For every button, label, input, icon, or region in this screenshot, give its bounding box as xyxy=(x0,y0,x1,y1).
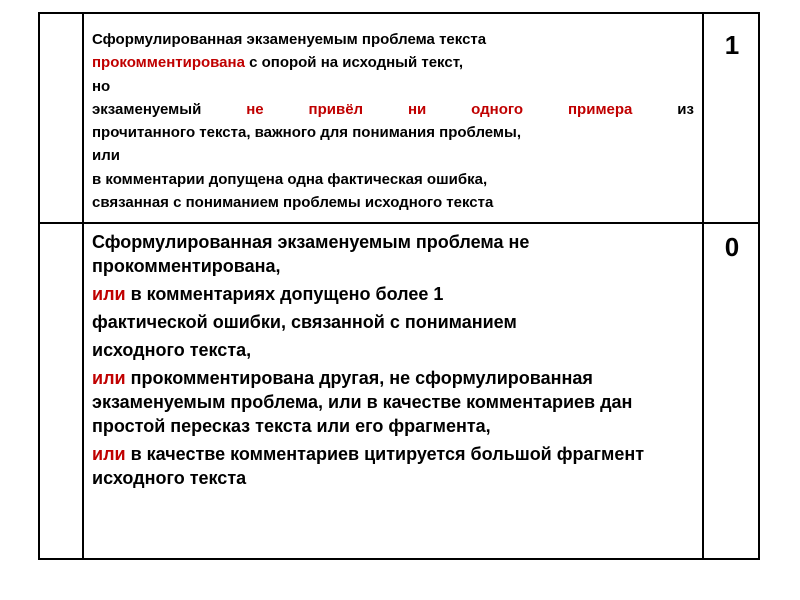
highlight-text: или xyxy=(92,444,126,464)
highlight-text: или xyxy=(92,368,126,388)
criterion-paragraph: фактической ошибки, связанной с пониманием xyxy=(92,312,517,332)
highlight-text: или xyxy=(92,284,126,304)
highlight-text: не привёл ни одного примера xyxy=(246,100,633,118)
criterion-paragraph: или прокомментирована другая, не сформулированная экзаменуемым проблема, или в качестве комментариев дан простой пересказ текста или его фрагмента, xyxy=(92,368,633,436)
row-divider xyxy=(40,222,758,224)
highlight-text: прокомментирована xyxy=(92,54,245,72)
criterion-text-score-0 xyxy=(92,230,694,490)
criterion-text-score-1 xyxy=(92,28,694,214)
criteria-table xyxy=(38,12,760,560)
score-cell-1: 1 xyxy=(724,30,740,60)
criterion-line: в комментарии допущена одна фактическая ошибка, xyxy=(92,170,488,188)
criterion-paragraph: Сформулированная экзаменуемым проблема не прокомментирована, xyxy=(92,232,530,276)
criterion-line: экзаменуемый не привёл ни одного примера из xyxy=(92,100,694,118)
criterion-paragraph: или в качестве комментариев цитируется большой фрагмент исходного текста xyxy=(92,444,645,488)
criterion-paragraph: исходного текста, xyxy=(92,340,252,360)
score-cell-0: 0 xyxy=(724,232,740,262)
column-divider-right xyxy=(702,14,704,558)
criterion-line: но xyxy=(92,77,111,95)
criterion-line: связанная с пониманием проблемы исходного текста xyxy=(92,194,494,212)
criterion-paragraph: или в комментариях допущено более 1 xyxy=(92,284,444,304)
criterion-line: Сформулированная экзаменуемым проблема текста xyxy=(92,31,487,48)
criterion-line: прочитанного текста, важного для понимания проблемы, xyxy=(92,124,522,142)
criterion-line: прокомментирована с опорой на исходный текст, xyxy=(92,54,464,72)
column-divider-left xyxy=(82,14,84,558)
criterion-line: или xyxy=(92,147,120,165)
